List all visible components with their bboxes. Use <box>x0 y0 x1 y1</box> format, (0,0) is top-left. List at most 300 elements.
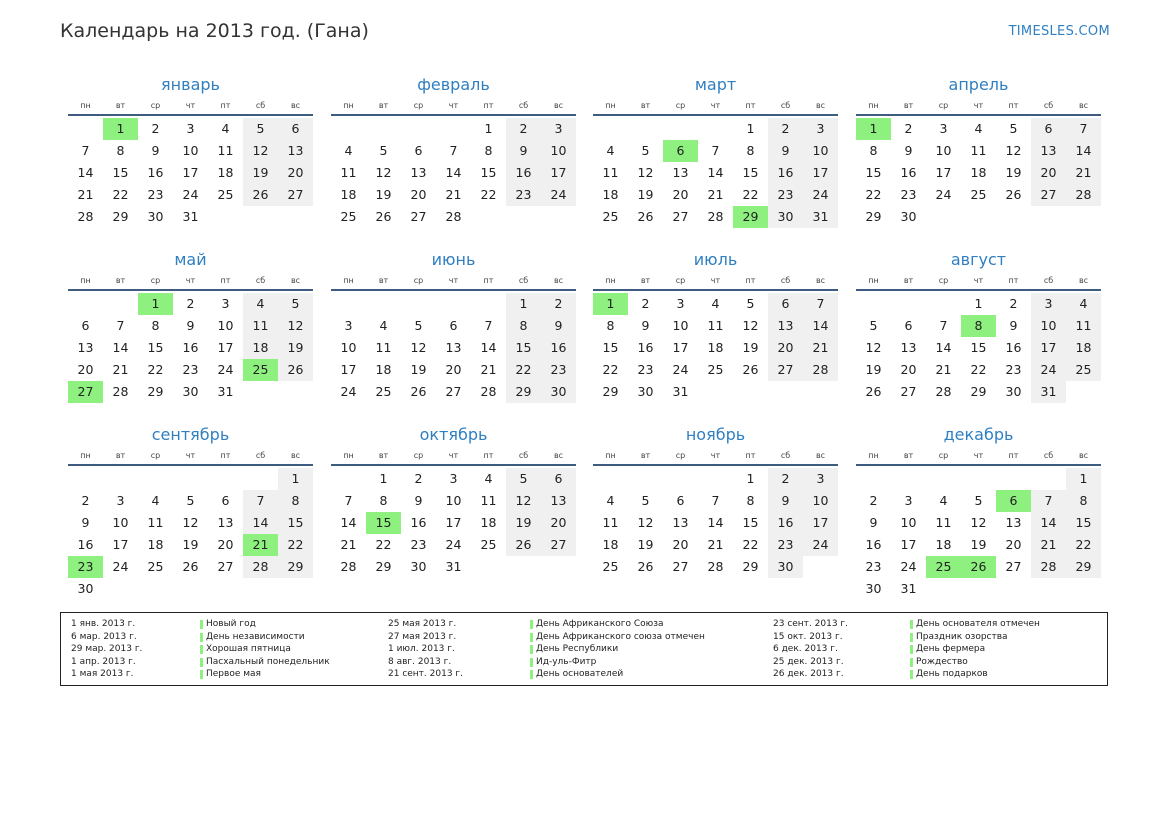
legend-holiday-name: День фермера <box>910 643 985 656</box>
day-cell: 6 <box>278 118 313 140</box>
weekday-label: вс <box>553 276 564 285</box>
day-cell: 25 <box>602 559 619 574</box>
legend-date: 6 мар. 2013 г. <box>71 631 137 642</box>
day-cell: 11 <box>970 143 987 158</box>
day-cell: 18 <box>935 537 952 552</box>
day-cell: 17 <box>541 162 576 184</box>
day-cell: 19 <box>865 362 882 377</box>
weekday-label: сб <box>780 276 791 285</box>
day-cell: 2 <box>506 118 541 140</box>
day-cell: 25 <box>970 187 987 202</box>
day-cell: 5 <box>869 318 878 333</box>
day-cell: 25 <box>340 209 357 224</box>
legend-date: 21 сент. 2013 г. <box>388 669 464 679</box>
empty-cell <box>103 468 138 490</box>
day-cell: 10 <box>182 143 199 158</box>
day-cell: 11 <box>935 515 952 530</box>
weekday-label: пт <box>220 276 231 285</box>
weekday-header <box>856 97 1101 116</box>
weekday-label: чт <box>973 276 984 285</box>
month-name: август <box>950 250 1007 269</box>
month-1 <box>68 74 313 228</box>
holiday-day-cell: 1 <box>138 293 173 315</box>
day-cell: 22 <box>970 362 987 377</box>
legend-holiday-name: День Африканского Союза <box>530 618 664 631</box>
day-cell: 7 <box>1031 490 1066 512</box>
day-cell: 29 <box>970 384 987 399</box>
weekday-label: пн <box>343 276 354 285</box>
day-cell: 11 <box>375 340 392 355</box>
empty-cell <box>243 468 278 490</box>
weekday-label: сб <box>255 451 266 460</box>
month-7 <box>593 249 838 403</box>
weekday-label: чт <box>448 101 459 110</box>
day-cell: 17 <box>672 340 689 355</box>
day-cell: 21 <box>707 537 724 552</box>
day-cell: 11 <box>340 165 357 180</box>
day-cell: 5 <box>1009 121 1018 136</box>
day-cell: 7 <box>803 293 838 315</box>
day-cell: 27 <box>1005 559 1022 574</box>
weekday-label: пт <box>220 451 231 460</box>
legend-date: 29 мар. 2013 г. <box>71 644 143 654</box>
weekday-label: ср <box>938 451 949 460</box>
holiday-day-cell: 26 <box>961 556 996 578</box>
day-cell: 6 <box>676 493 685 508</box>
day-cell: 5 <box>974 493 983 508</box>
day-cell: 6 <box>904 318 913 333</box>
weekday-label: ср <box>150 101 161 110</box>
day-cell: 3 <box>803 468 838 490</box>
legend-holiday-name: День независимости <box>200 631 305 644</box>
day-cell: 26 <box>278 359 313 381</box>
weekday-header <box>68 272 313 291</box>
day-cell: 17 <box>1031 337 1066 359</box>
day-cell: 7 <box>939 318 948 333</box>
weekday-label: сб <box>518 101 529 110</box>
day-cell: 9 <box>81 515 90 530</box>
day-cell: 23 <box>182 362 199 377</box>
weekday-label: пн <box>80 101 91 110</box>
day-cell: 27 <box>410 209 427 224</box>
day-cell: 5 <box>414 318 423 333</box>
empty-cell <box>996 468 1031 490</box>
day-cell: 6 <box>768 293 803 315</box>
empty-cell <box>68 118 103 140</box>
empty-cell <box>593 118 628 140</box>
weekday-label: чт <box>185 451 196 460</box>
day-cell: 7 <box>81 143 90 158</box>
empty-cell <box>663 118 698 140</box>
day-cell: 25 <box>147 559 164 574</box>
empty-cell <box>856 468 891 490</box>
weekday-header <box>331 447 576 466</box>
day-cell: 27 <box>672 209 689 224</box>
day-cell: 1 <box>379 471 388 486</box>
day-cell: 12 <box>742 318 759 333</box>
day-cell: 10 <box>445 493 462 508</box>
day-cell: 15 <box>506 337 541 359</box>
day-cell: 7 <box>484 318 493 333</box>
day-cell: 30 <box>768 556 803 578</box>
day-cell: 4 <box>221 121 230 136</box>
day-cell: 8 <box>484 143 493 158</box>
weekday-label: вс <box>1078 101 1089 110</box>
day-cell: 15 <box>147 340 164 355</box>
weekday-label: чт <box>973 101 984 110</box>
empty-cell <box>698 118 733 140</box>
legend-holiday-name: Ид-уль-Фитр <box>530 656 596 669</box>
legend-holiday-name: День основателей <box>530 668 623 681</box>
weekday-label: чт <box>710 101 721 110</box>
weekday-label: ср <box>150 451 161 460</box>
day-cell: 29 <box>602 384 619 399</box>
empty-cell <box>401 293 436 315</box>
day-cell: 13 <box>672 165 689 180</box>
month-2 <box>331 74 576 228</box>
empty-cell <box>471 293 506 315</box>
legend-date: 25 мая 2013 г. <box>388 619 457 629</box>
holiday-day-cell: 1 <box>856 118 891 140</box>
empty-cell <box>628 118 663 140</box>
day-cell: 12 <box>865 340 882 355</box>
day-cell: 23 <box>147 187 164 202</box>
day-cell: 31 <box>672 384 689 399</box>
empty-cell <box>891 293 926 315</box>
weekday-label: вс <box>290 101 301 110</box>
weekday-header <box>593 97 838 116</box>
day-cell: 30 <box>182 384 199 399</box>
weekday-label: вс <box>1078 451 1089 460</box>
day-cell: 19 <box>278 337 313 359</box>
day-cell: 27 <box>278 184 313 206</box>
day-cell: 28 <box>707 559 724 574</box>
legend-date: 27 мая 2013 г. <box>388 631 457 642</box>
day-cell: 14 <box>1066 140 1101 162</box>
month-name: сентябрь <box>151 425 230 444</box>
day-cell: 17 <box>803 512 838 534</box>
legend-date: 1 янв. 2013 г. <box>71 619 136 629</box>
day-cell: 22 <box>1066 534 1101 556</box>
weekday-label: чт <box>185 101 196 110</box>
day-cell: 4 <box>151 493 160 508</box>
holiday-day-cell: 25 <box>926 556 961 578</box>
day-cell: 22 <box>375 537 392 552</box>
weekday-label: чт <box>710 276 721 285</box>
day-cell: 15 <box>112 165 129 180</box>
month-name: июнь <box>431 250 476 269</box>
day-cell: 16 <box>768 512 803 534</box>
day-cell: 8 <box>278 490 313 512</box>
legend-date: 25 дек. 2013 г. <box>773 656 844 667</box>
weekday-header <box>856 447 1101 466</box>
weekday-label: вт <box>378 101 389 110</box>
weekday-label: ср <box>413 101 424 110</box>
day-cell: 18 <box>375 362 392 377</box>
day-cell: 23 <box>865 559 882 574</box>
weekday-label: вс <box>290 451 301 460</box>
day-cell: 12 <box>243 140 278 162</box>
day-cell: 26 <box>410 384 427 399</box>
day-cell: 28 <box>707 209 724 224</box>
day-cell: 24 <box>900 559 917 574</box>
weekday-header <box>68 447 313 466</box>
weekday-label: пн <box>343 451 354 460</box>
weekday-label: вс <box>290 276 301 285</box>
weekday-label: пн <box>868 276 879 285</box>
day-cell: 14 <box>707 515 724 530</box>
day-cell: 17 <box>182 165 199 180</box>
day-cell: 18 <box>217 165 234 180</box>
day-cell: 12 <box>637 515 654 530</box>
day-cell: 24 <box>541 184 576 206</box>
day-cell: 13 <box>1031 140 1066 162</box>
day-cell: 1 <box>506 293 541 315</box>
day-cell: 20 <box>410 187 427 202</box>
empty-cell <box>331 468 366 490</box>
legend-holiday-name: День Африканского союза отмечен <box>530 631 705 644</box>
day-cell: 21 <box>77 187 94 202</box>
day-cell: 23 <box>541 359 576 381</box>
day-cell: 13 <box>278 140 313 162</box>
empty-cell <box>331 293 366 315</box>
day-cell: 26 <box>506 534 541 556</box>
day-cell: 14 <box>1031 512 1066 534</box>
day-cell: 13 <box>541 490 576 512</box>
legend-holiday-name: Праздник озорства <box>910 631 1008 644</box>
day-cell: 25 <box>480 537 497 552</box>
day-cell: 2 <box>151 121 160 136</box>
legend-holiday-name: Пасхальный понедельник <box>200 656 330 669</box>
day-cell: 5 <box>278 293 313 315</box>
day-cell: 13 <box>672 515 689 530</box>
day-cell: 30 <box>768 206 803 228</box>
empty-cell <box>926 293 961 315</box>
day-cell: 20 <box>672 187 689 202</box>
day-cell: 24 <box>340 384 357 399</box>
month-name: апрель <box>948 75 1009 94</box>
weekday-label: вс <box>815 451 826 460</box>
weekday-label: вс <box>815 276 826 285</box>
weekday-label: вт <box>640 451 651 460</box>
day-cell: 9 <box>1009 318 1018 333</box>
day-cell: 26 <box>375 209 392 224</box>
day-cell: 22 <box>865 187 882 202</box>
day-cell: 2 <box>768 118 803 140</box>
day-cell: 9 <box>869 515 878 530</box>
month-name: февраль <box>417 75 490 94</box>
day-cell: 15 <box>1066 512 1101 534</box>
day-cell: 4 <box>344 143 353 158</box>
day-cell: 9 <box>414 493 423 508</box>
day-cell: 4 <box>974 121 983 136</box>
day-cell: 10 <box>803 140 838 162</box>
day-cell: 24 <box>445 537 462 552</box>
day-cell: 24 <box>935 187 952 202</box>
holiday-day-cell: 15 <box>366 512 401 534</box>
day-cell: 18 <box>970 165 987 180</box>
month-8 <box>856 249 1101 403</box>
weekday-label: пт <box>483 276 494 285</box>
day-cell: 19 <box>637 537 654 552</box>
day-cell: 22 <box>742 187 759 202</box>
weekday-label: сб <box>780 451 791 460</box>
brand-link[interactable]: TIMESLES.COM <box>1008 24 1110 39</box>
day-cell: 25 <box>1066 359 1101 381</box>
day-cell: 25 <box>602 209 619 224</box>
days-grid <box>593 468 838 578</box>
day-cell: 13 <box>217 515 234 530</box>
day-cell: 11 <box>147 515 164 530</box>
empty-cell <box>593 468 628 490</box>
day-cell: 14 <box>803 315 838 337</box>
day-cell: 6 <box>81 318 90 333</box>
weekday-label: вт <box>903 101 914 110</box>
day-cell: 22 <box>742 537 759 552</box>
day-cell: 28 <box>935 384 952 399</box>
days-grid <box>331 118 576 228</box>
day-cell: 19 <box>637 187 654 202</box>
day-cell: 29 <box>1066 556 1101 578</box>
weekday-label: сб <box>255 101 266 110</box>
legend-date: 1 апр. 2013 г. <box>71 656 136 667</box>
month-name: июль <box>693 250 738 269</box>
day-cell: 18 <box>340 187 357 202</box>
empty-cell <box>331 118 366 140</box>
holiday-day-cell: 8 <box>961 315 996 337</box>
day-cell: 22 <box>480 187 497 202</box>
day-cell: 2 <box>641 296 650 311</box>
day-cell: 22 <box>506 359 541 381</box>
day-cell: 16 <box>147 165 164 180</box>
day-cell: 30 <box>541 381 576 403</box>
day-cell: 21 <box>935 362 952 377</box>
legend-holiday-name: День основателя отмечен <box>910 618 1040 631</box>
day-cell: 12 <box>375 165 392 180</box>
day-cell: 11 <box>1066 315 1101 337</box>
day-cell: 6 <box>449 318 458 333</box>
day-cell: 28 <box>803 359 838 381</box>
day-cell: 7 <box>711 493 720 508</box>
day-cell: 11 <box>602 165 619 180</box>
day-cell: 26 <box>637 209 654 224</box>
day-cell: 21 <box>1031 534 1066 556</box>
day-cell: 26 <box>637 559 654 574</box>
day-cell: 15 <box>865 165 882 180</box>
month-name: май <box>174 250 207 269</box>
day-cell: 3 <box>939 121 948 136</box>
day-cell: 13 <box>1005 515 1022 530</box>
day-cell: 23 <box>506 184 541 206</box>
day-cell: 5 <box>506 468 541 490</box>
empty-cell <box>68 293 103 315</box>
day-cell: 19 <box>182 537 199 552</box>
day-cell: 8 <box>746 493 755 508</box>
month-6 <box>331 249 576 403</box>
weekday-label: сб <box>255 276 266 285</box>
day-cell: 26 <box>1005 187 1022 202</box>
day-cell: 12 <box>1005 143 1022 158</box>
day-cell: 27 <box>768 359 803 381</box>
weekday-label: пн <box>605 451 616 460</box>
weekday-label: пт <box>745 101 756 110</box>
day-cell: 4 <box>379 318 388 333</box>
day-cell: 16 <box>1005 340 1022 355</box>
day-cell: 5 <box>746 296 755 311</box>
day-cell: 30 <box>637 384 654 399</box>
day-cell: 27 <box>217 559 234 574</box>
day-cell: 13 <box>445 340 462 355</box>
day-cell: 30 <box>147 209 164 224</box>
day-cell: 11 <box>707 318 724 333</box>
month-4 <box>856 74 1101 228</box>
empty-cell <box>173 468 208 490</box>
day-cell: 26 <box>865 384 882 399</box>
day-cell: 2 <box>869 493 878 508</box>
day-cell: 9 <box>768 490 803 512</box>
day-cell: 25 <box>217 187 234 202</box>
day-cell: 30 <box>865 581 882 596</box>
day-cell: 24 <box>217 362 234 377</box>
day-cell: 23 <box>900 187 917 202</box>
day-cell: 5 <box>641 493 650 508</box>
weekday-label: сб <box>780 101 791 110</box>
day-cell: 10 <box>112 515 129 530</box>
day-cell: 4 <box>1066 293 1101 315</box>
legend-holiday-name: День Республики <box>530 643 618 656</box>
day-cell: 18 <box>602 537 619 552</box>
weekday-header <box>331 97 576 116</box>
weekday-label: сб <box>518 451 529 460</box>
day-cell: 23 <box>768 534 803 556</box>
legend-holiday-name: День подарков <box>910 668 988 681</box>
days-grid <box>593 293 838 403</box>
days-grid <box>331 468 576 578</box>
day-cell: 16 <box>506 162 541 184</box>
day-cell: 21 <box>480 362 497 377</box>
legend-holiday-name: Рождество <box>910 656 968 669</box>
day-cell: 14 <box>243 512 278 534</box>
day-cell: 8 <box>116 143 125 158</box>
day-cell: 15 <box>970 340 987 355</box>
day-cell: 12 <box>506 490 541 512</box>
day-cell: 2 <box>1009 296 1018 311</box>
day-cell: 14 <box>112 340 129 355</box>
page-title: Календарь на 2013 год. (Гана) <box>60 20 369 42</box>
day-cell: 10 <box>1031 315 1066 337</box>
weekday-label: ср <box>675 276 686 285</box>
month-name: октябрь <box>419 425 488 444</box>
day-cell: 17 <box>935 165 952 180</box>
weekday-label: пт <box>220 101 231 110</box>
day-cell: 1 <box>1066 468 1101 490</box>
day-cell: 7 <box>449 143 458 158</box>
day-cell: 18 <box>707 340 724 355</box>
day-cell: 17 <box>445 515 462 530</box>
day-cell: 4 <box>939 493 948 508</box>
legend-date: 15 окт. 2013 г. <box>773 631 843 642</box>
day-cell: 20 <box>77 362 94 377</box>
day-cell: 24 <box>112 559 129 574</box>
empty-cell <box>436 293 471 315</box>
day-cell: 2 <box>904 121 913 136</box>
weekday-label: чт <box>448 451 459 460</box>
weekday-label: вт <box>903 451 914 460</box>
day-cell: 10 <box>672 318 689 333</box>
day-cell: 16 <box>900 165 917 180</box>
empty-cell <box>891 468 926 490</box>
legend-holiday-name: Хорошая пятница <box>200 643 291 656</box>
